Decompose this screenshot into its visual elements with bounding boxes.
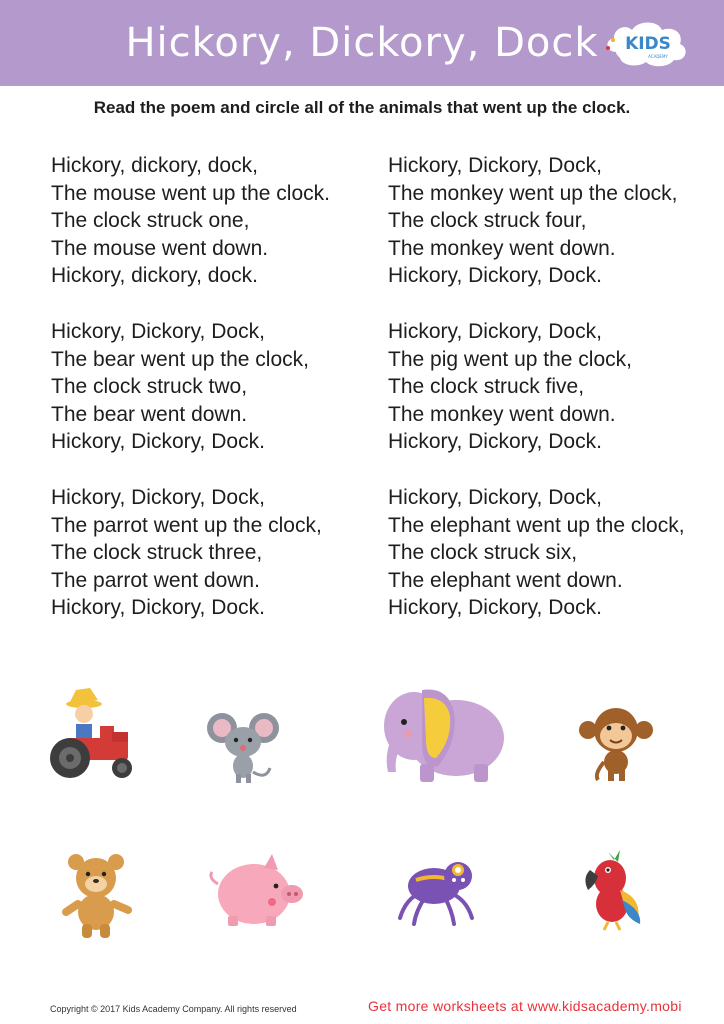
more-worksheets-link[interactable]: Get more worksheets at www.kidsacademy.mobi <box>368 998 682 1014</box>
stanza <box>388 484 685 622</box>
poem-line: Hickory, dickory, dock. <box>51 264 258 288</box>
poem-line: The clock struck six, <box>388 541 578 565</box>
stanza <box>388 318 685 456</box>
poem-column-right <box>388 152 685 650</box>
poem-line: The clock struck four, <box>388 209 587 233</box>
farmer-tractor-picture[interactable] <box>46 686 136 782</box>
poem-line: Hickory, Dickory, Dock. <box>388 430 602 454</box>
poem-line: Hickory, Dickory, Dock, <box>388 154 602 177</box>
svg-text:ACADEMY: ACADEMY <box>648 54 668 59</box>
poem-line: Hickory, Dickory, Dock. <box>51 596 265 620</box>
poem-line: The mouse went down. <box>51 236 269 260</box>
stanza <box>51 318 330 456</box>
instruction-text: Read the poem and circle all of the animals that went up the clock. <box>93 98 631 117</box>
stanza <box>388 152 685 290</box>
poem-line: The clock struck two, <box>51 375 248 399</box>
poem-line: Hickory, Dickory, Dock, <box>51 319 265 343</box>
copyright-text: Copyright © 2017 Kids Academy Company. All rights reserved <box>50 1004 297 1014</box>
bear-picture[interactable] <box>62 852 134 942</box>
poem-line: Hickory, Dickory, Dock. <box>51 430 265 454</box>
poem-line: The clock struck five, <box>388 375 585 399</box>
poem-column-left <box>51 152 330 650</box>
monkey-picture[interactable] <box>578 704 656 784</box>
poem-line: Hickory, Dickory, Dock, <box>388 485 602 509</box>
stanza <box>51 152 330 290</box>
poem-line: Hickory, Dickory, Dock. <box>388 596 602 620</box>
poem-line: The mouse went up the clock. <box>51 181 330 205</box>
poem-line: The elephant went down. <box>388 568 623 592</box>
poem-line: The monkey went down. <box>388 402 616 426</box>
poem-line: The monkey went down. <box>388 236 616 260</box>
poem-line: The parrot went down. <box>51 568 260 592</box>
parrot-picture[interactable] <box>580 848 646 932</box>
poem-line: Hickory, dickory, dock, <box>51 154 258 177</box>
mouse-picture[interactable] <box>206 710 286 786</box>
svg-text:KIDS: KIDS <box>625 34 671 54</box>
pig-picture[interactable] <box>206 850 304 930</box>
poem-line: The clock struck three, <box>51 541 263 565</box>
stanza <box>51 484 330 622</box>
poem-line: The clock struck one, <box>51 209 250 233</box>
page-title: Hickory, Dickory, Dock <box>125 20 599 66</box>
poem-line: The bear went down. <box>51 402 248 426</box>
spider-picture[interactable] <box>392 852 484 928</box>
poem-line: The bear went up the clock, <box>51 347 309 371</box>
elephant-picture[interactable] <box>378 682 510 786</box>
poem-line: The elephant went up the clock, <box>388 513 685 537</box>
poem-line: Hickory, Dickory, Dock, <box>51 485 265 509</box>
poem-line: Hickory, Dickory, Dock. <box>388 264 602 288</box>
poem-line: The monkey went up the clock, <box>388 181 678 205</box>
kids-academy-logo <box>602 18 690 72</box>
header-banner <box>0 0 724 86</box>
poem-line: Hickory, Dickory, Dock, <box>388 319 602 343</box>
poem-line: The parrot went up the clock, <box>51 513 322 537</box>
poem-line: The pig went up the clock, <box>388 347 632 371</box>
